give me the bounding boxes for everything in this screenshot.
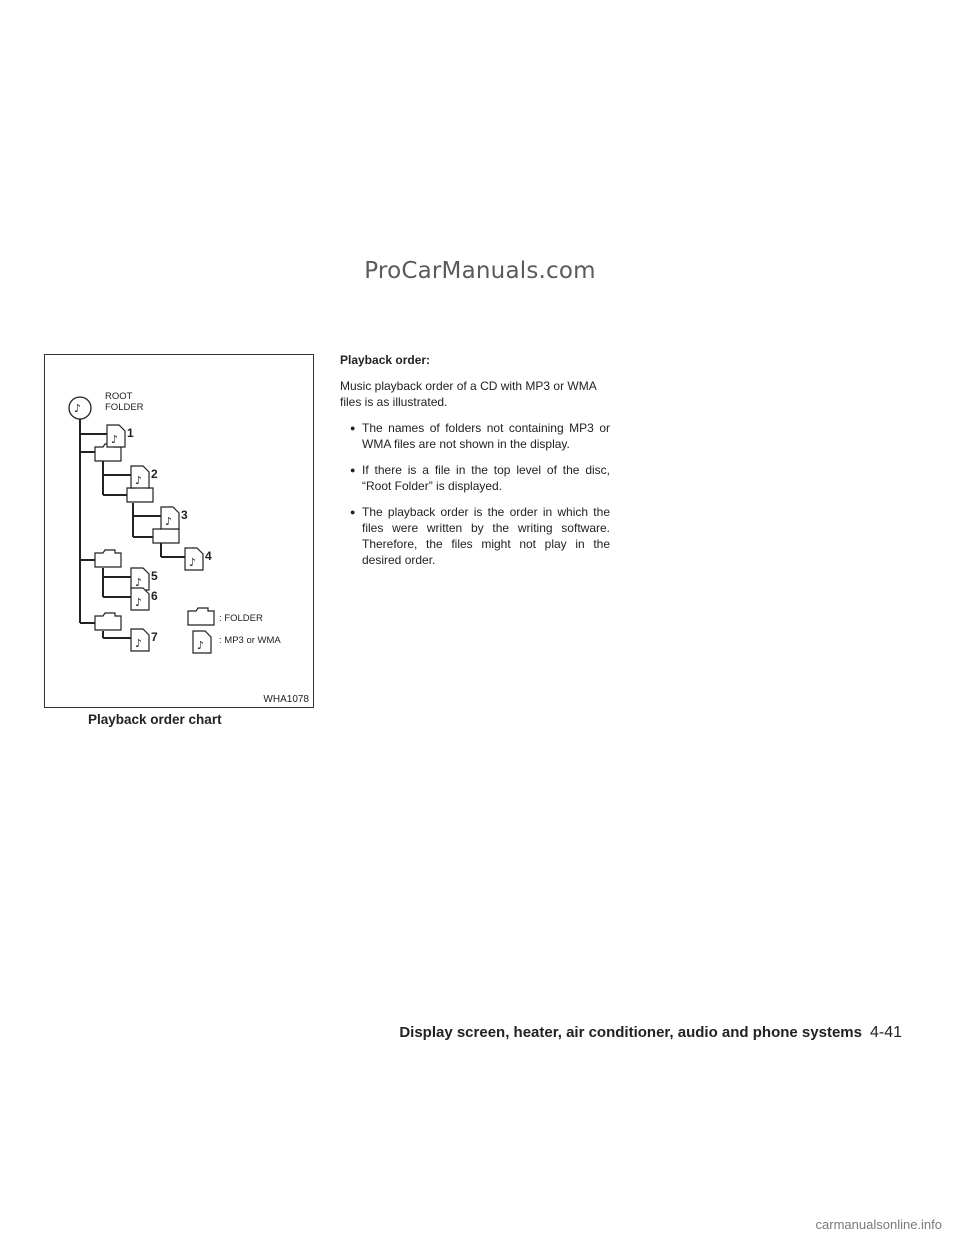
- music-note-icon: ♪: [135, 474, 143, 487]
- bullet-text: The names of folders not containing MP3 or WMA files are not shown in the display.: [362, 421, 610, 451]
- music-note-icon: ♪: [111, 433, 119, 446]
- bullet-icon: ●: [350, 423, 356, 433]
- file-number-3: 3: [181, 508, 188, 522]
- root-label-line2: FOLDER: [105, 402, 144, 413]
- text-column: [340, 352, 610, 578]
- playback-order-figure: [44, 354, 314, 708]
- figure-caption: Playback order chart: [88, 712, 222, 727]
- music-note-icon: ♪: [135, 637, 143, 650]
- bullet-list: [340, 420, 610, 568]
- legend-folder-icon: [188, 608, 214, 625]
- file-number-5: 5: [151, 569, 158, 583]
- file-number-7: 7: [151, 630, 158, 644]
- folder-tree-diagram: [45, 355, 315, 709]
- music-note-icon: ♪: [135, 596, 143, 609]
- file-number-6: 6: [151, 589, 158, 603]
- folder-icon: [95, 613, 121, 630]
- watermark-text: ProCarManuals.com: [364, 258, 596, 284]
- section-heading: Playback order:: [340, 353, 431, 367]
- list-item: [340, 504, 610, 568]
- bullet-icon: ●: [350, 465, 356, 475]
- music-note-icon: ♪: [197, 639, 205, 652]
- footer-section-title: Display screen, heater, air conditioner, audio and phone systems: [399, 1024, 862, 1041]
- music-note-icon: ♪: [135, 576, 143, 589]
- music-note-icon: ♪: [189, 556, 197, 569]
- bullet-text: The playback order is the order in which the files were written by the writing software. Therefore, the files might not play in the desired order.: [362, 505, 610, 567]
- legend-file-label: : MP3 or WMA: [219, 635, 281, 646]
- legend-folder-label: : FOLDER: [219, 613, 263, 624]
- list-item: [340, 462, 610, 494]
- file-number-4: 4: [205, 549, 212, 563]
- music-note-icon: ♪: [74, 402, 82, 415]
- figure-code: WHA1078: [263, 694, 309, 705]
- folder-icon: [95, 550, 121, 567]
- file-number-2: 2: [151, 467, 158, 481]
- bottom-watermark: carmanualsonline.info: [815, 1217, 942, 1232]
- root-label-line1: ROOT: [105, 391, 133, 402]
- page-number: 4-41: [869, 1024, 902, 1041]
- bullet-text: If there is a file in the top level of the disc, “Root Folder” is displayed.: [362, 463, 610, 493]
- intro-paragraph: Music playback order of a CD with MP3 or WMA files is as illustrated.: [340, 379, 597, 409]
- music-note-icon: ♪: [165, 515, 173, 528]
- list-item: [340, 420, 610, 452]
- file-number-1: 1: [127, 426, 134, 440]
- bullet-icon: ●: [350, 507, 356, 517]
- page-footer: [0, 1024, 902, 1042]
